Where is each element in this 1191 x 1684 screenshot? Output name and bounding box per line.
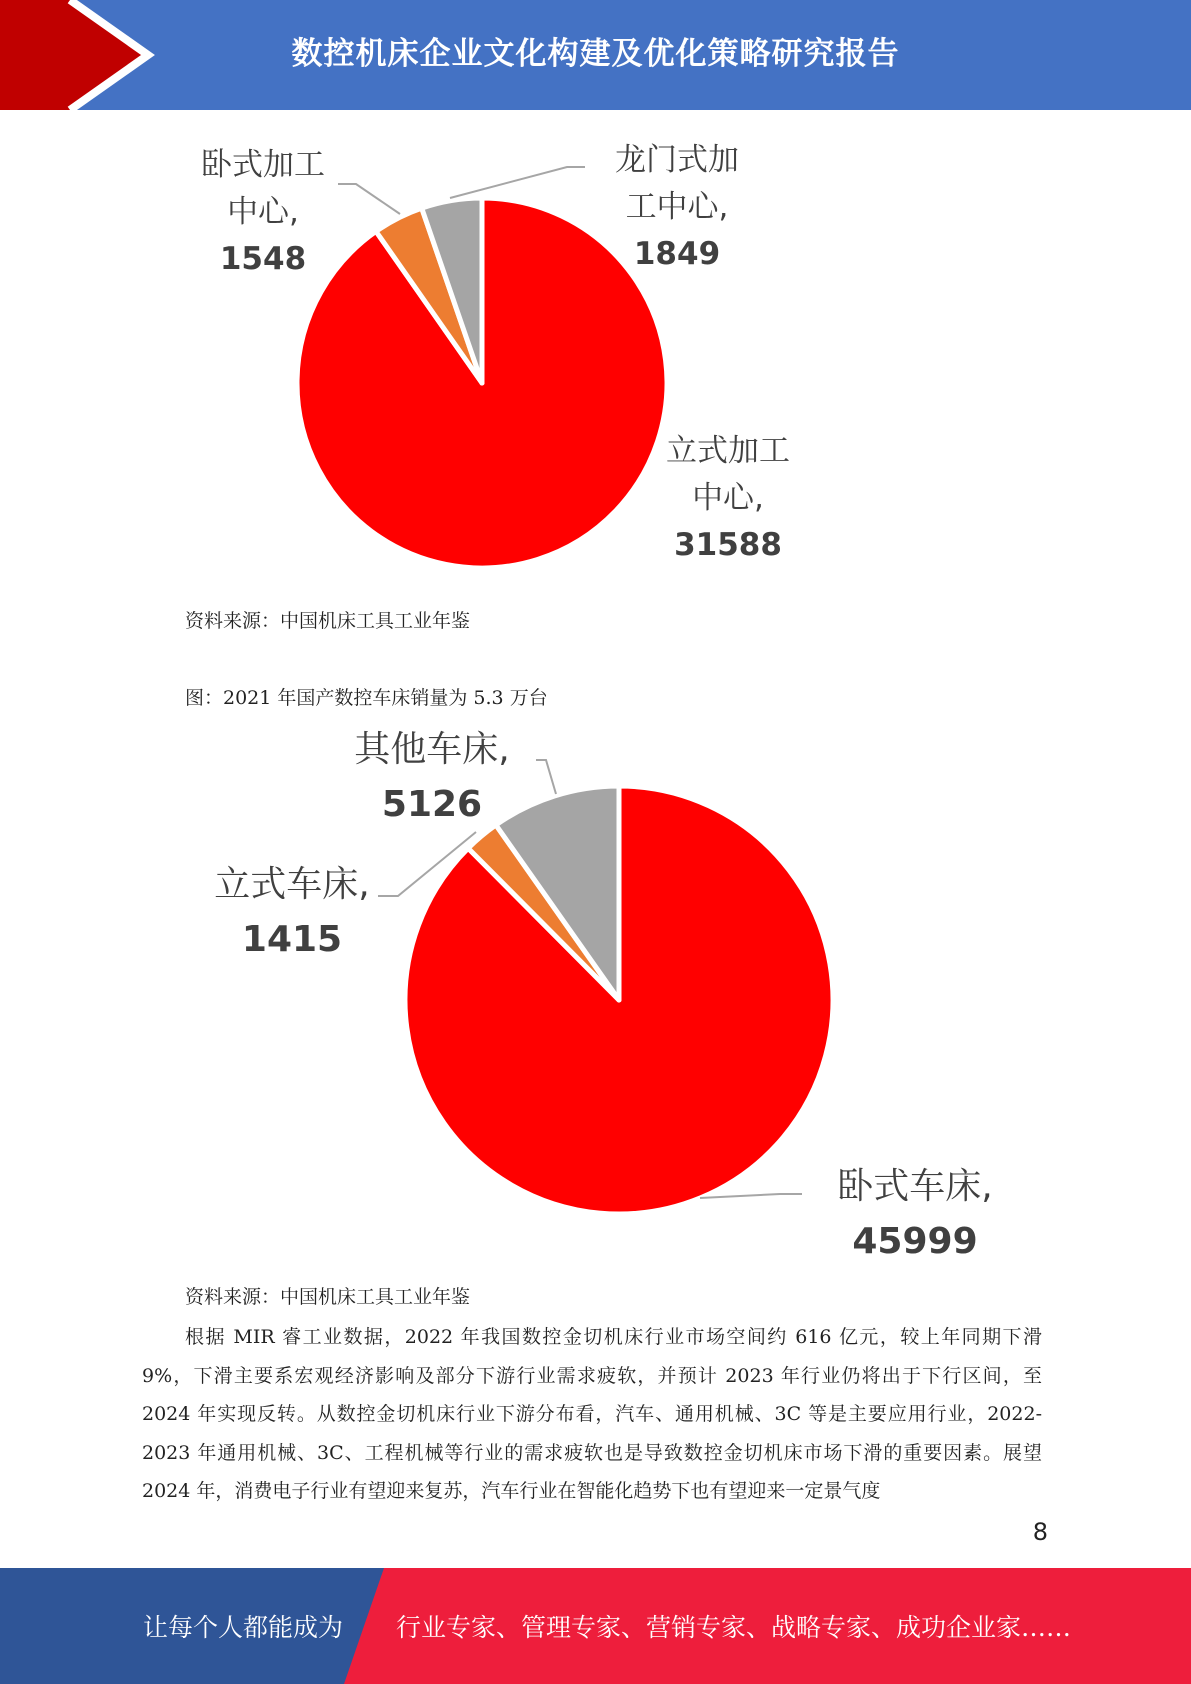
data-label-leader-line [700, 1194, 802, 1198]
data-label: 卧式加工中心, 1548 [201, 147, 325, 277]
data-label: 卧式车床, 45999 [837, 1166, 993, 1258]
data-label: 立式车床, 1415 [214, 864, 370, 960]
body-paragraph: 根据 MIR 睿工业数据，2022 年我国数控金切机床行业市场空间约 616 亿元，较上年同期下滑 9%，下滑主要系宏观经济影响及部分下游行业需求疲软，并预计 2023 年行业仍将出于下行区间，至 2024 年实现反转。从数控金切机床行业下游分布看，汽车、通用机械、3C 等是主要应用行业，2022-2023 年通用机械、3C、工程机械等行业的需求疲软也是导致数控金切机床市场下滑的重要因素。展望 2024 年，消费电子行业有望迎来复苏，汽车行业在智能化趋势下也有望迎来一定景气度 [142, 1326, 1042, 1502]
page-number: 8 [1032, 1518, 1048, 1546]
data-label-leader-line [450, 167, 585, 198]
pie-chart-lathes [0, 718, 1191, 1258]
chart2-caption: 图：2021 年国产数控车床销量为 5.3 万台 [185, 687, 548, 709]
page-footer [0, 1568, 1191, 1684]
data-label: 其他车床, 5126 [354, 729, 510, 825]
header-title: 数控机床企业文化构建及优化策略研究报告 [291, 35, 900, 72]
data-label: 立式加工中心, 31588 [666, 433, 790, 563]
footer-slogan-left: 让每个人都能成为 [143, 1613, 344, 1642]
body-text [142, 1318, 1042, 1511]
chart2-source: 资料来源：中国机床工具工业年鉴 [185, 1286, 471, 1308]
page-header [0, 0, 1191, 110]
data-label: 龙门式加工中心, 1849 [615, 142, 739, 272]
footer-slogan-right: 行业专家、管理专家、营销专家、战略专家、成功企业家…… [396, 1613, 1072, 1642]
pie-chart-machining-centers [0, 128, 1191, 578]
chart-machining-centers [0, 128, 1191, 582]
chart-lathes [0, 718, 1191, 1262]
chart1-source: 资料来源：中国机床工具工业年鉴 [185, 610, 471, 632]
data-label-leader-line [536, 760, 556, 794]
data-label-leader-line [338, 184, 400, 214]
